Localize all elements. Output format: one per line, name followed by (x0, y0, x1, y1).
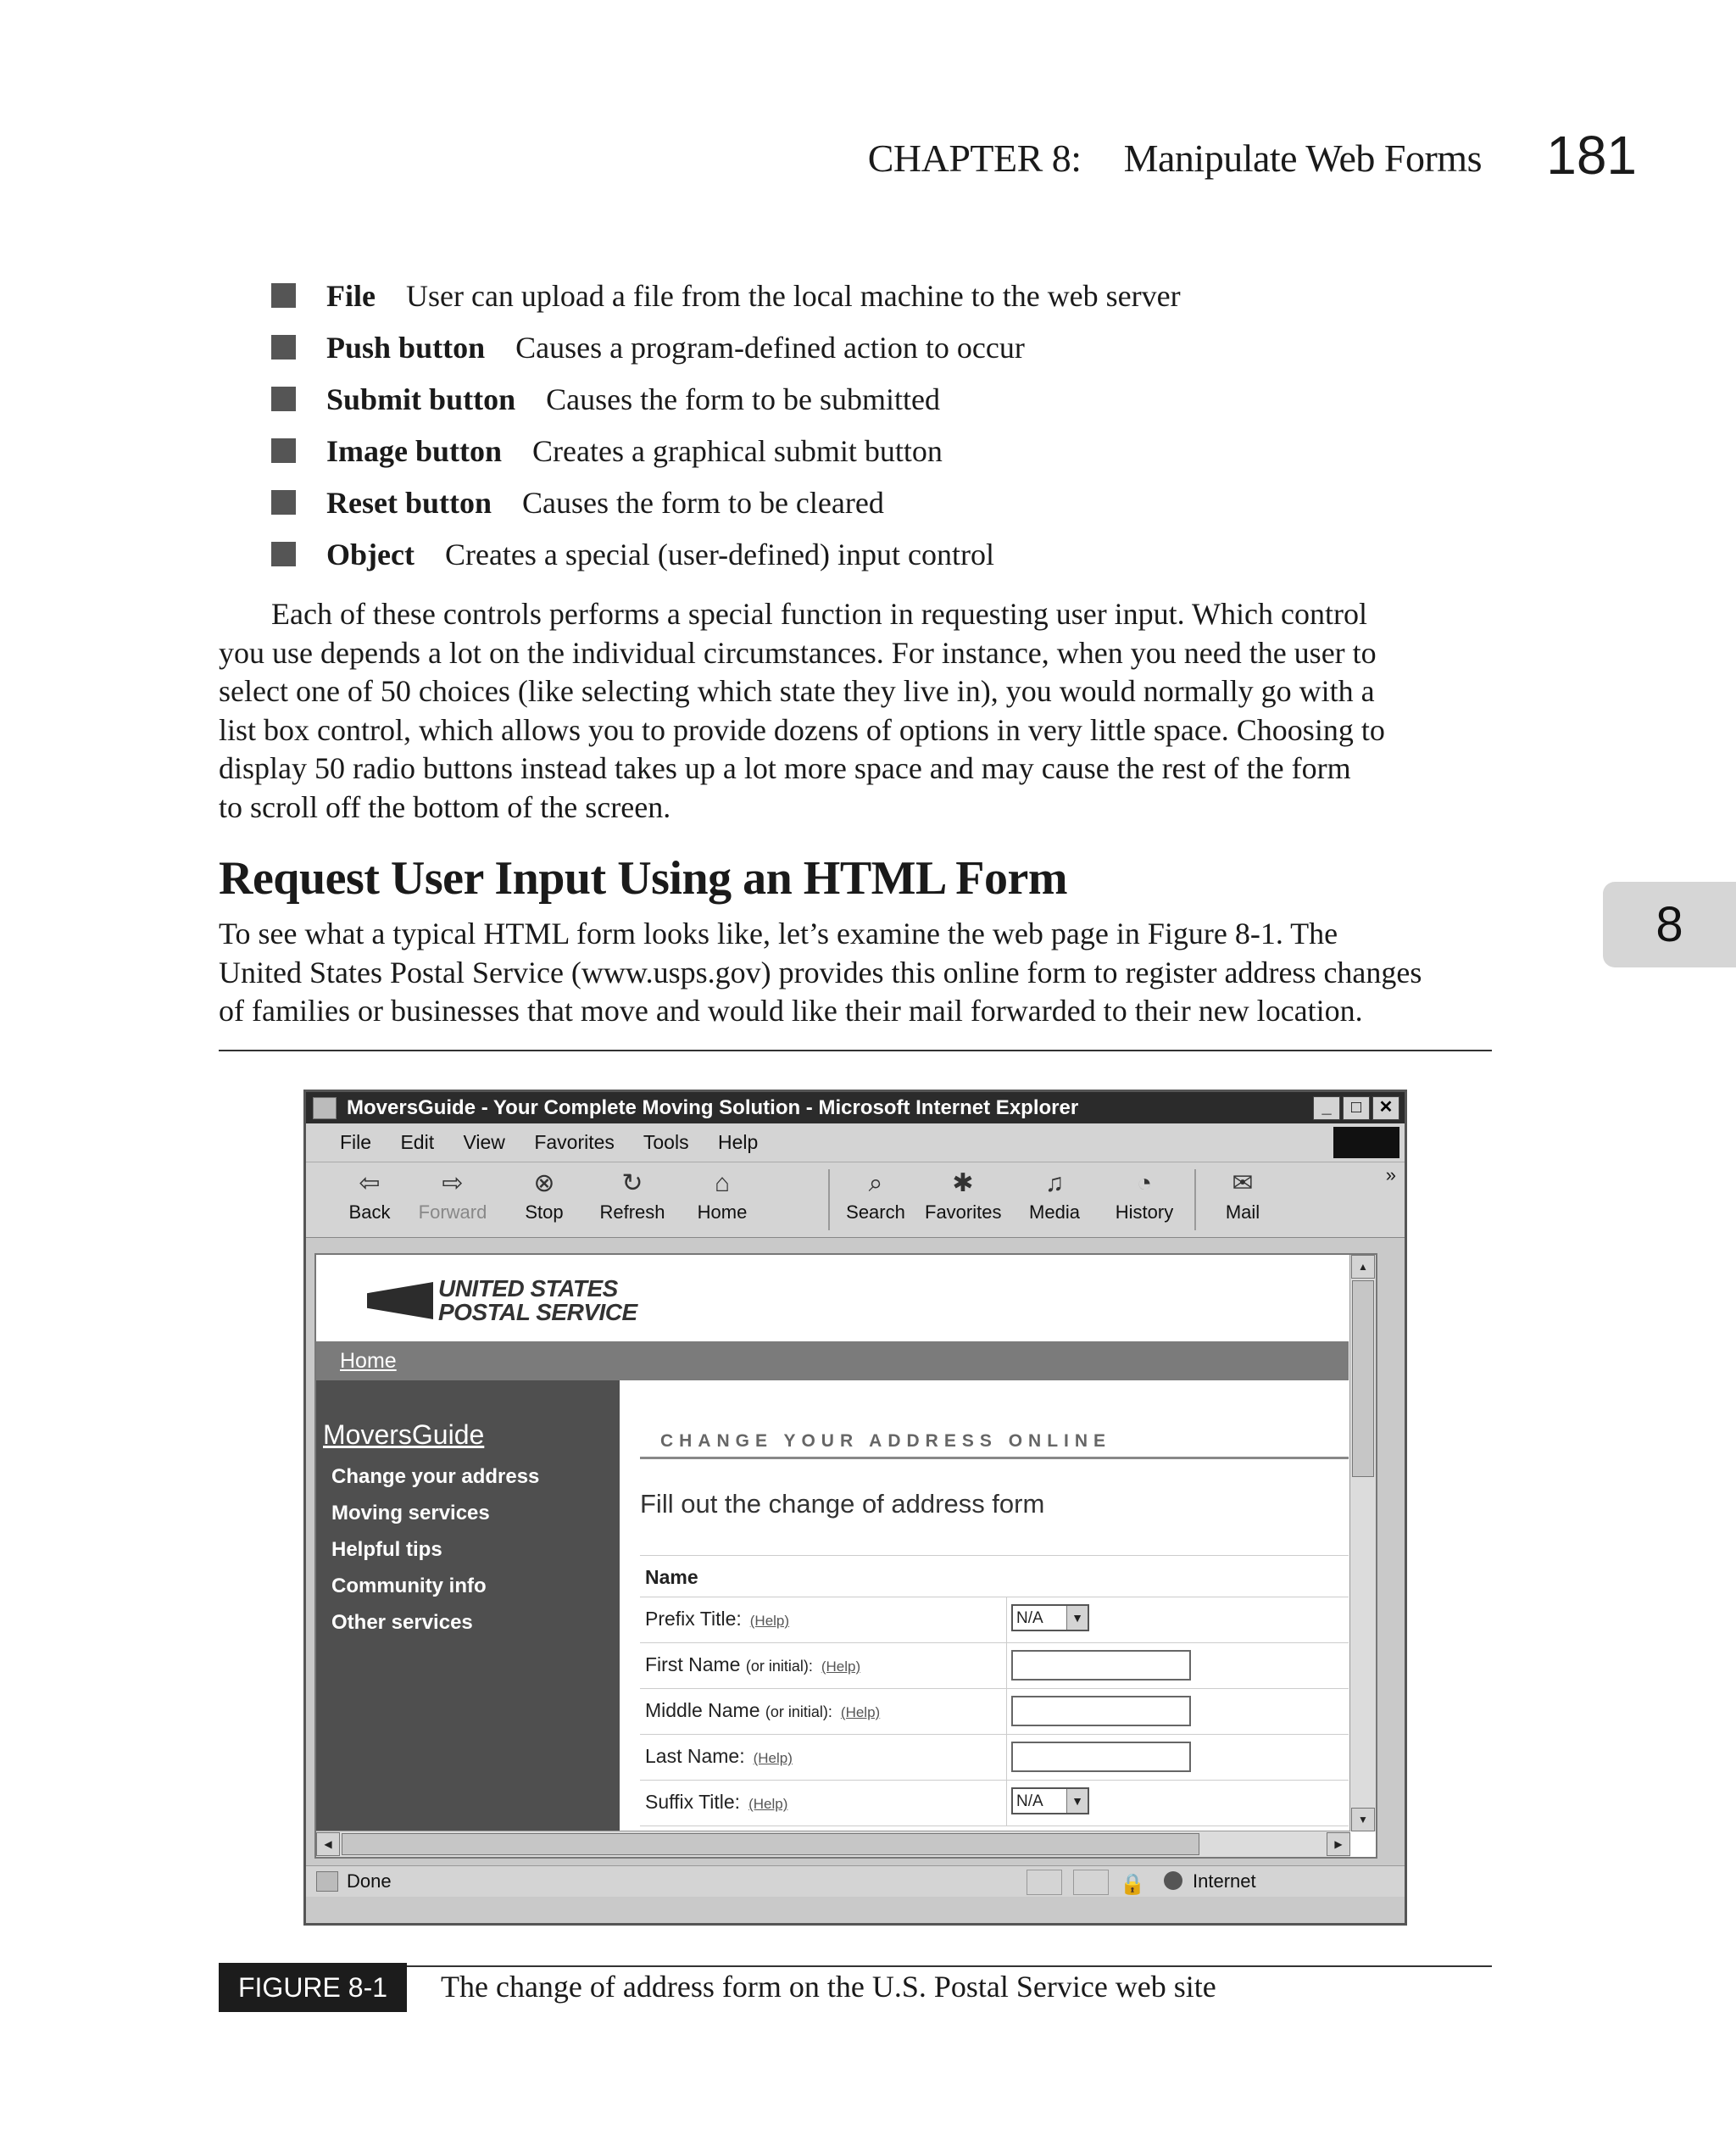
list-item (271, 532, 1500, 583)
figure-top-rule (219, 1050, 1492, 1051)
refresh-icon: ↻ (621, 1169, 643, 1197)
dropdown-arrow-icon: ▼ (1066, 1606, 1088, 1630)
middle-name-input[interactable] (1011, 1696, 1191, 1726)
bullet-square-icon (271, 283, 296, 308)
form-heading: Fill out the change of address form (640, 1489, 1045, 1519)
forward-arrow-icon: ⇨ (442, 1169, 464, 1197)
scroll-up-icon[interactable]: ▲ (1351, 1255, 1375, 1279)
section-heading: Request User Input Using an HTML Form (219, 852, 1068, 905)
figure-caption: The change of address form on the U.S. Postal Service web site (441, 1970, 1216, 2004)
minimize-icon[interactable]: _ (1313, 1096, 1340, 1120)
nav-item-other-services[interactable]: Other services (331, 1611, 473, 1634)
first-name-input[interactable] (1011, 1650, 1191, 1681)
refresh-button[interactable]: ↻ Refresh (599, 1169, 665, 1223)
bullet-term: File (326, 279, 376, 313)
field-label: Suffix Title: (Help) (645, 1791, 788, 1813)
scroll-left-icon[interactable]: ◀ (316, 1832, 340, 1856)
body-paragraph (219, 595, 1490, 827)
group-label: Name (645, 1566, 698, 1588)
field-label: Prefix Title: (Help) (645, 1608, 790, 1630)
menu-file[interactable]: File (340, 1131, 372, 1153)
bullet-description: Causes a program-defined action to occur (515, 331, 1025, 365)
help-link[interactable]: (Help) (840, 1704, 881, 1720)
eagle-logo-icon (367, 1282, 433, 1319)
back-button[interactable]: ⇦ Back (348, 1169, 391, 1223)
chapter-thumb-tab: 8 (1603, 882, 1736, 967)
menu-view[interactable]: View (463, 1131, 505, 1153)
vertical-scrollbar[interactable] (1349, 1255, 1376, 1831)
scroll-right-icon[interactable]: ▶ (1327, 1832, 1350, 1856)
stop-button[interactable]: ⊗ Stop (525, 1169, 564, 1223)
window-title: MoversGuide - Your Complete Moving Solution - Microsoft Internet Explorer (347, 1096, 1079, 1119)
bullet-square-icon (271, 335, 296, 360)
windows-logo-icon (1333, 1127, 1399, 1158)
bullet-term: Image button (326, 434, 503, 468)
body-paragraph (219, 915, 1507, 1031)
bullet-description: Creates a special (user-defined) input control (444, 538, 994, 571)
scroll-thumb[interactable] (342, 1833, 1199, 1855)
bullet-description: Creates a graphical submit button (532, 434, 943, 468)
logo-text-line: UNITED STATES (438, 1275, 618, 1302)
horizontal-scrollbar[interactable] (316, 1831, 1350, 1857)
table-row (640, 1689, 1349, 1735)
control-type-list (271, 273, 1500, 583)
page-viewport (314, 1253, 1377, 1859)
globe-icon (1164, 1871, 1182, 1890)
field-label: Middle Name (or initial): (Help) (645, 1699, 881, 1721)
bullet-square-icon (271, 387, 296, 411)
forward-button[interactable]: ⇨ Forward (418, 1169, 487, 1223)
security-zone: Internet (1193, 1870, 1256, 1892)
help-link[interactable]: (Help) (749, 1613, 790, 1629)
help-link[interactable]: (Help) (753, 1750, 793, 1766)
main-content (620, 1380, 1349, 1857)
bullet-square-icon (271, 542, 296, 566)
column-divider (1006, 1735, 1007, 1780)
search-icon: ⌕ (868, 1169, 883, 1197)
paragraph-line: of families or businesses that move and would like their mail forwarded to their new location. (219, 994, 1363, 1028)
table-row (640, 1781, 1349, 1826)
close-icon[interactable]: ✕ (1372, 1096, 1399, 1120)
nav-item-helpful-tips[interactable]: Helpful tips (331, 1538, 442, 1561)
list-item (271, 325, 1500, 376)
menu-favorites[interactable]: Favorites (534, 1131, 615, 1153)
logo-text-line: POSTAL SERVICE (438, 1299, 637, 1325)
chapter-title: Manipulate Web Forms (1123, 137, 1482, 180)
dropdown-arrow-icon: ▼ (1066, 1789, 1088, 1813)
bullet-term: Push button (326, 331, 486, 365)
media-button[interactable]: ♫ Media (1029, 1169, 1080, 1223)
menu-edit[interactable]: Edit (400, 1131, 435, 1153)
toolbar-separator (828, 1169, 830, 1230)
history-icon: ◔ (1136, 1169, 1153, 1197)
help-link[interactable]: (Help) (748, 1796, 788, 1812)
menu-tools[interactable]: Tools (643, 1131, 689, 1153)
paragraph-line: To see what a typical HTML form looks like, let’s examine the web page in Figure 8-1. The (219, 917, 1338, 950)
toolbar-overflow-chevron-icon[interactable]: » (1385, 1164, 1396, 1185)
status-text: Done (347, 1870, 392, 1892)
home-link[interactable]: Home (340, 1349, 397, 1373)
moversguide-link[interactable]: MoversGuide (323, 1419, 485, 1450)
nav-item-change-address[interactable]: Change your address (331, 1465, 540, 1488)
prefix-title-select[interactable]: N/A ▼ (1011, 1604, 1089, 1631)
bullet-description: User can upload a file from the local machine to the web server (405, 279, 1181, 313)
scroll-thumb[interactable] (1352, 1280, 1374, 1477)
list-item (271, 428, 1500, 480)
ie-icon (313, 1097, 337, 1119)
list-item (271, 273, 1500, 325)
status-cell (1073, 1870, 1109, 1895)
mail-icon: ✉ (1232, 1169, 1254, 1197)
table-row (640, 1597, 1349, 1643)
menu-help[interactable]: Help (717, 1131, 759, 1153)
maximize-icon[interactable]: □ (1343, 1096, 1370, 1120)
page-done-icon (316, 1871, 338, 1892)
column-divider (1006, 1643, 1007, 1688)
figure-label: FIGURE 8-1 (219, 1963, 407, 2012)
paragraph-line: list box control, which allows you to provide dozens of options in very little space. Choosing to (219, 712, 1385, 747)
window-titlebar (306, 1092, 1405, 1123)
favorites-icon: ✱ (952, 1169, 974, 1197)
back-arrow-icon: ⇦ (359, 1169, 381, 1197)
chapter-number: CHAPTER 8: (867, 137, 1082, 180)
bullet-square-icon (271, 438, 296, 463)
list-item (271, 376, 1500, 428)
paragraph-line: Each of these controls performs a special function in requesting user input. Which control (271, 597, 1367, 631)
last-name-input[interactable] (1011, 1742, 1191, 1772)
home-button[interactable]: ⌂ Home (697, 1169, 748, 1223)
bullet-description: Causes the form to be cleared (522, 486, 884, 520)
search-button[interactable]: ⌕ Search (846, 1169, 905, 1223)
left-navigation (316, 1380, 620, 1857)
suffix-title-select[interactable]: N/A ▼ (1011, 1787, 1089, 1814)
toolbar-separator (1194, 1169, 1196, 1230)
field-label: First Name (or initial): (Help) (645, 1653, 861, 1675)
browser-toolbar (306, 1162, 1405, 1238)
status-bar (306, 1865, 1405, 1897)
page-number: 181 (1546, 125, 1637, 186)
favorites-button[interactable]: ✱ Favorites (925, 1169, 1002, 1223)
menu-bar (306, 1123, 1405, 1162)
column-divider (1006, 1689, 1007, 1734)
column-divider (1006, 1781, 1007, 1825)
paragraph-line: to scroll off the bottom of the screen. (219, 789, 671, 824)
status-cell (1027, 1870, 1062, 1895)
bullet-square-icon (271, 490, 296, 515)
scroll-down-icon[interactable]: ▼ (1351, 1808, 1375, 1831)
form-group-header (640, 1556, 1349, 1597)
bullet-term: Reset button (326, 486, 492, 520)
running-header (868, 136, 1482, 181)
bullet-term: Submit button (326, 382, 516, 416)
help-link[interactable]: (Help) (821, 1658, 861, 1675)
home-icon: ⌂ (714, 1169, 731, 1197)
table-row (640, 1735, 1349, 1781)
paragraph-line: display 50 radio buttons instead takes up a lot more space and may cause the rest of the form (219, 751, 1351, 785)
history-button[interactable]: ◔ History (1115, 1169, 1174, 1223)
table-row (640, 1643, 1349, 1689)
lock-icon: 🔒 (1120, 1873, 1145, 1896)
nav-item-moving-services[interactable]: Moving services (331, 1502, 490, 1524)
bullet-term: Object (326, 538, 415, 571)
column-divider (1006, 1597, 1007, 1642)
field-label: Last Name: (Help) (645, 1745, 793, 1767)
top-nav-bar (316, 1341, 1349, 1380)
media-icon: ♫ (1044, 1169, 1065, 1197)
paragraph-line: select one of 50 choices (like selecting which state they live in), you would normally go with a (219, 674, 1375, 708)
stop-icon: ⊗ (533, 1169, 555, 1197)
address-form (640, 1555, 1349, 1826)
browser-window (303, 1090, 1407, 1926)
paragraph-line: you use depends a lot on the individual circumstances. For instance, when you need the user to (219, 635, 1377, 670)
section-label: CHANGE YOUR ADDRESS ONLINE (660, 1431, 1112, 1451)
list-item (271, 480, 1500, 532)
section-divider (640, 1457, 1349, 1459)
paragraph-line: United States Postal Service (www.usps.gov) provides this online form to register address changes (219, 955, 1422, 989)
window-controls (1313, 1096, 1399, 1120)
nav-item-community-info[interactable]: Community info (331, 1575, 487, 1597)
bullet-description: Causes the form to be submitted (546, 382, 941, 416)
mail-button[interactable]: ✉ Mail (1225, 1169, 1260, 1223)
